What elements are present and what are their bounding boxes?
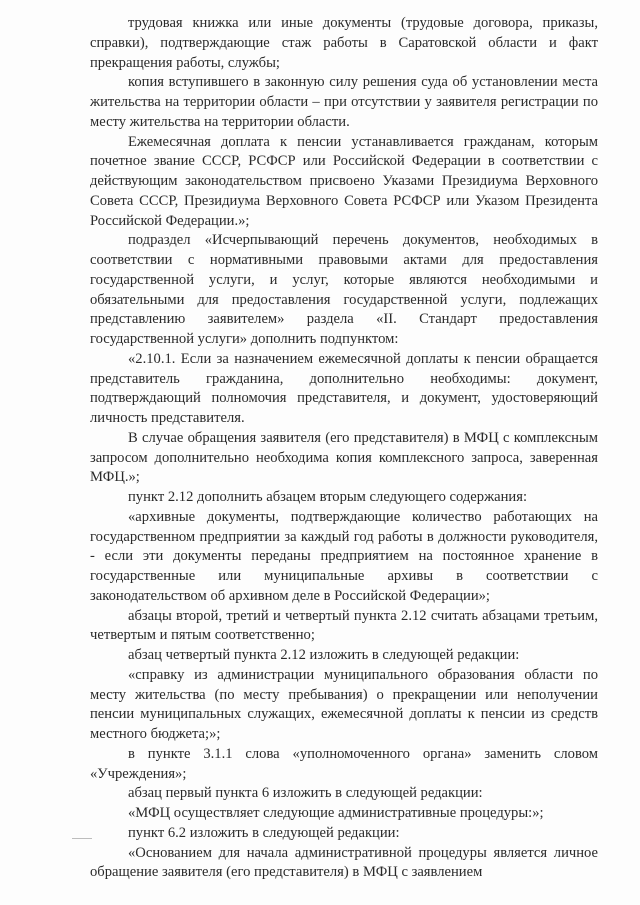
paragraph-mfc-procedures: «МФЦ осуществляет следующие административные процедуры:»; [128, 805, 544, 821]
paragraph-monthly-supplement-honorary-title: Ежемесячная доплата к пенсии устанавливается гражданам, которым почетное звание СССР, РСФСР или Российской Федерации в соответствии с действующим законодательством присвоено Указами Президиума Верховного Совета СССР, Президиума Верховного Совета РСФСР или Указом Президента Российской Федерации.»; [90, 133, 598, 229]
paragraph-procedure-basis: «Основанием для начала административной процедуры является личное обращение заявителя (его представителя) в МФЦ с заявлением [90, 844, 598, 881]
paragraph-6-first-revision: абзац первый пункта 6 изложить в следующей редакции: [128, 785, 483, 802]
paragraph-mfc-complex-request: В случае обращения заявителя (его представителя) в МФЦ с комплексным запросом дополнительно необходима копия комплексного запроса, заверенная МФЦ.»; [90, 429, 598, 486]
paragraph-renumber-paragraphs: абзацы второй, третий и четвертый пункта 2.12 считать абзацами третьим, четвертым и пятым соответственно; [90, 607, 598, 644]
paragraph-court-decision-copy: копия вступившего в законную силу решения суда об установлении места жительства на территории области – при отсутствии у заявителя регистрации по месту жительства на территории области. [90, 74, 598, 130]
paragraph-municipal-certificate: «справку из администрации муниципального образования области по месту жительства (по месту пребывания) о прекращении или неполучении пенсии муниципальных служащих, ежемесячной доплаты к пенсии из средств местного бюджета;»; [90, 666, 598, 742]
paragraph-work-record-book: трудовая книжка или иные документы (трудовые договора, приказы, справки), подтверждающие стаж работы в Саратовской области и факт прекращения работы, службы; [90, 15, 598, 71]
scan-artifact-mark [72, 838, 92, 839]
paragraph-subsection-documents-list: подраздел «Исчерпывающий перечень документов, необходимых в соответствии с нормативными правовыми актами для предоставления государственной услуги, и услуг, которые являются необходимыми и обязательными для предоставления государственной услуги, подлежащих представлению заявителем» раздела «II. Стандарт предоставления государственной услуги» дополнить подпунктом: [90, 232, 598, 347]
paragraph-3-1-1-replacement: в пункте 3.1.1 слова «уполномоченного органа» заменить словом «Учреждения»; [90, 745, 598, 782]
paragraph-2-10-1: «2.10.1. Если за назначением ежемесячной доплаты к пенсии обращается представитель гражданина, дополнительно необходимы: документ, подтверждающий полномочия представителя, и документ, удостоверяющий личность представителя. [90, 350, 598, 426]
paragraph-2-12-fourth-revision: абзац четвертый пункта 2.12 изложить в следующей редакции: [128, 647, 520, 663]
document-body [90, 14, 598, 883]
paragraph-6-2-revision: пункт 6.2 изложить в следующей редакции: [128, 824, 400, 841]
paragraph-2-12-amendment: пункт 2.12 дополнить абзацем вторым следующего содержания: [128, 489, 528, 505]
paragraph-archive-documents: «архивные документы, подтверждающие количество работающих на государственном предприятии за каждый год работы в должности руководителя, - если эти документы переданы предприятием на постоянное хранение в государственные или муниципальные архивы в соответствии с законодательством об архивном деле в Российской Федерации»; [90, 508, 598, 604]
